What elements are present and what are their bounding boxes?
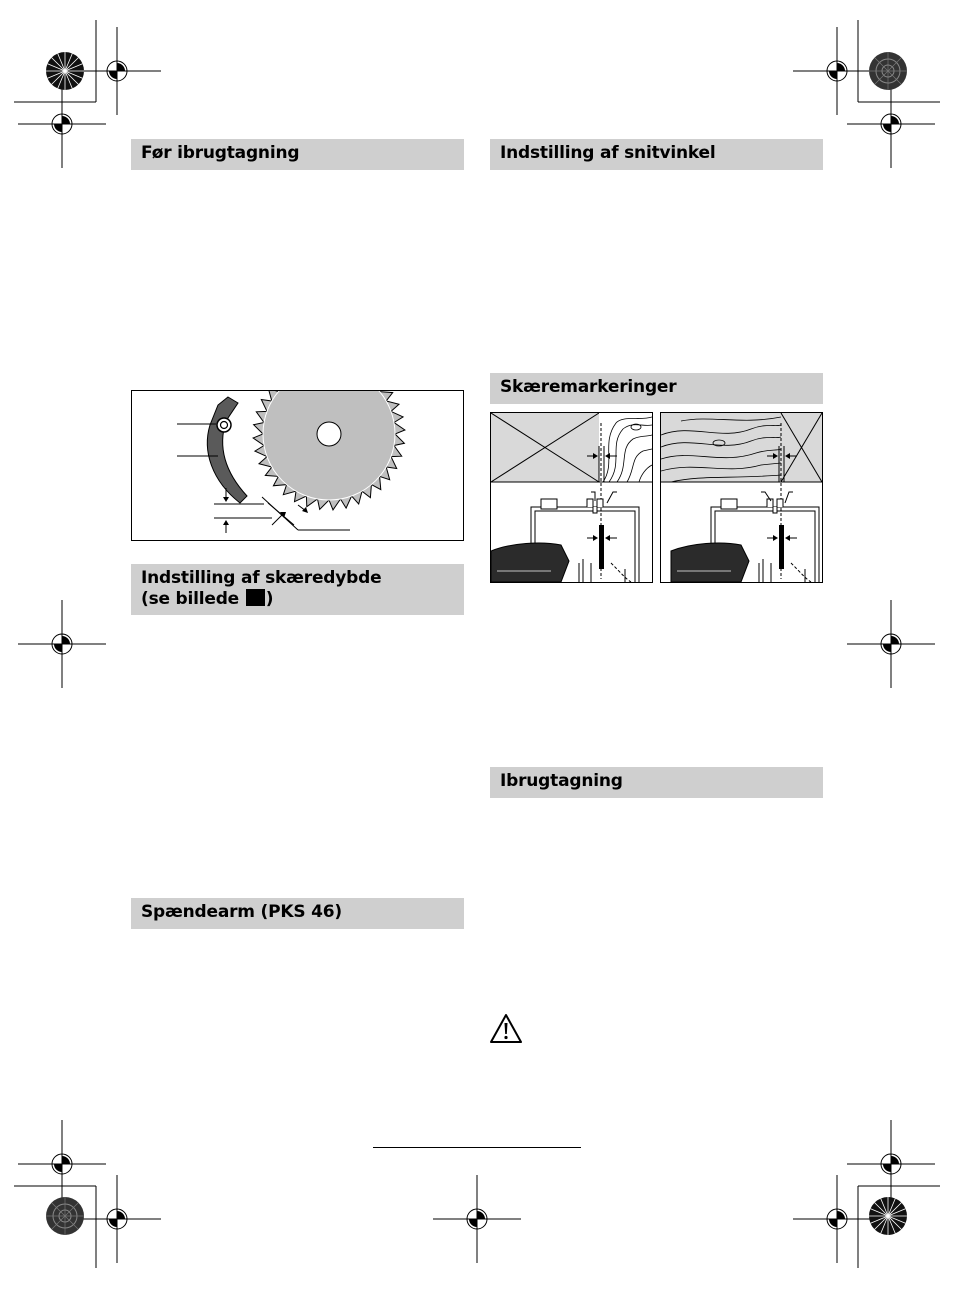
guard-knob-icon — [217, 418, 231, 432]
section-heading-clamp-lever: Spændearm (PKS 46) — [131, 898, 464, 929]
saw-blade — [253, 391, 405, 510]
crosshair-icon — [847, 600, 935, 688]
cut-marks-figure-left — [490, 412, 653, 583]
starburst-icon — [868, 1196, 908, 1236]
crosshair-icon — [18, 80, 106, 168]
crosshair-icon — [433, 1175, 521, 1263]
crosshair-icon — [18, 600, 106, 688]
starburst-icon — [45, 1196, 85, 1236]
blade-guard — [207, 397, 247, 503]
warning-triangle-icon — [489, 1013, 523, 1044]
starburst-icon — [868, 51, 908, 91]
section-heading-bevel: Indstilling af snitvinkel — [490, 139, 823, 170]
figure-reference-box — [246, 589, 265, 606]
section-heading-cut-marks: Skæremarkeringer — [490, 373, 823, 404]
cutting-depth-title-line1: Indstilling af skæredybde — [141, 568, 382, 588]
cut-marks-figure-right — [660, 412, 823, 583]
crosshair-icon — [847, 80, 935, 168]
footer-rule — [373, 1147, 581, 1148]
section-heading-before-use: Før ibrugtagning — [131, 139, 464, 170]
crosshair-icon — [73, 1175, 161, 1263]
section-heading-operation: Ibrugtagning — [490, 767, 823, 798]
saw-blade-figure — [131, 390, 464, 541]
cutting-depth-title-line2: (se billede ) — [141, 589, 274, 609]
starburst-icon — [45, 51, 85, 91]
section-heading-cutting-depth — [131, 564, 464, 615]
